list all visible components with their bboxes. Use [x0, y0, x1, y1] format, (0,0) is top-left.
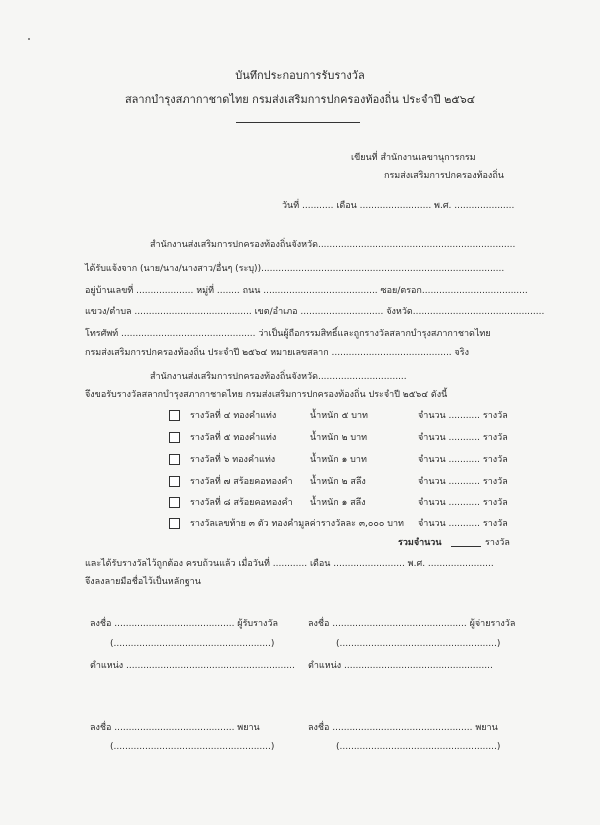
received-date-line[interactable]: และได้รับรางวัลไว้ถูกต้อง ครบถ้วนแล้ว เมื่อวันที่ ............ เดือน ......................... พ.ศ. .......................	[85, 559, 494, 569]
prize-checkbox[interactable]	[169, 476, 180, 487]
payer-name-paren[interactable]: (.......................................................)	[336, 639, 501, 649]
prize-name: รางวัลที่ ๕ ทองคำแท่ง	[190, 433, 277, 443]
province-office-line[interactable]: สำนักงานส่งเสริมการปกครองท้องถิ่นจังหวัด.....................................................................	[150, 240, 516, 250]
prize-quantity[interactable]: จำนวน ........... รางวัล	[418, 433, 508, 443]
prize-checkbox[interactable]	[169, 518, 180, 529]
prize-name: รางวัลที่ ๔ ทองคำแท่ง	[190, 411, 277, 421]
prize-detail: น้ำหนัก ๒ สลึง	[310, 477, 366, 487]
prize-name: รางวัลเลขท้าย ๓ ตัว ทองคำมูลค่ารางวัลละ ๓,๐๐๐ บาท	[190, 519, 404, 529]
form-title: บันทึกประกอบการรับรางวัล	[235, 69, 365, 82]
prize-quantity[interactable]: จำนวน ........... รางวัล	[418, 477, 508, 487]
request-prize-line: จึงขอรับรางวัลสลากบำรุงสภากาชาดไทย กรมส่งเสริมการปกครองท้องถิ่น ประจำปี ๒๕๖๔ ดังนี้	[85, 390, 448, 400]
written-at-line2: กรมส่งเสริมการปกครองท้องถิ่น	[384, 171, 504, 181]
prize-quantity[interactable]: จำนวน ........... รางวัล	[418, 411, 508, 421]
address-line[interactable]: อยู่บ้านเลขที่ .................... หมู่ที่ ........ ถนน ........................................ ซอย/ตรอก.....................................	[85, 286, 528, 296]
sign-as-evidence-line: จึงลงลายมือชื่อไว้เป็นหลักฐาน	[85, 577, 201, 587]
receiver-signature[interactable]: ลงชื่อ .......................................... ผู้รับรางวัล	[90, 619, 278, 629]
prize-checkbox[interactable]	[169, 497, 180, 508]
scan-speck	[28, 38, 30, 40]
witness-name-paren-right[interactable]: (.......................................................)	[336, 742, 501, 752]
prize-name: รางวัลที่ ๖ ทองคำแท่ง	[190, 455, 276, 465]
prize-quantity[interactable]: จำนวน ........... รางวัล	[418, 519, 508, 529]
lottery-number-line[interactable]: กรมส่งเสริมการปกครองท้องถิ่น ประจำปี ๒๕๖๔ หมายเลขสลาก .......................................... จริง	[85, 348, 470, 358]
prize-name: รางวัลที่ ๗ สร้อยคอทองคำ	[190, 477, 293, 487]
receiver-name-paren[interactable]: (.......................................................)	[110, 639, 275, 649]
prize-checkbox[interactable]	[169, 454, 180, 465]
province-office-line-2[interactable]: สำนักงานส่งเสริมการปกครองท้องถิ่นจังหวัด...............................	[150, 372, 407, 382]
total-label: รวมจำนวน	[398, 538, 442, 548]
prize-quantity[interactable]: จำนวน ........... รางวัล	[418, 498, 508, 508]
prize-checkbox[interactable]	[169, 410, 180, 421]
total-blank[interactable]	[451, 546, 481, 547]
title-divider	[236, 122, 360, 123]
total-unit: รางวัล	[485, 538, 510, 548]
witness-signature-left[interactable]: ลงชื่อ .......................................... พยาน	[90, 723, 260, 733]
receiver-position[interactable]: ตำแหน่ง ...........................................................	[90, 661, 295, 671]
payer-signature[interactable]: ลงชื่อ ............................................... ผู้จ่ายรางวัล	[308, 619, 516, 629]
prize-quantity[interactable]: จำนวน ........... รางวัล	[418, 455, 508, 465]
form-subtitle: สลากบำรุงสภากาชาดไทย กรมส่งเสริมการปกครองท้องถิ่น ประจำปี ๒๕๖๔	[124, 93, 476, 106]
district-line[interactable]: แขวง/ตำบล ......................................... เขต/อำเภอ ............................. จังหวัด..............................................	[85, 307, 545, 317]
notified-by-line[interactable]: ได้รับแจ้งจาก (นาย/นาง/นางสาว/อื่นๆ (ระบุ)).....................................................................................	[85, 264, 505, 274]
written-at-line1: เขียนที่ สำนักงานเลขานุการกรม	[351, 153, 476, 163]
witness-signature-right[interactable]: ลงชื่อ ................................................. พยาน	[308, 723, 498, 733]
phone-line[interactable]: โทรศัพท์ ............................................... ว่าเป็นผู้ถือกรรมสิทธิ์และถูกรางวัลสลากบำรุงสภากาชาดไทย	[85, 329, 491, 339]
prize-detail: น้ำหนัก ๑ บาท	[310, 455, 367, 465]
witness-name-paren-left[interactable]: (.......................................................)	[110, 742, 275, 752]
date-line: วันที่ ........... เดือน ......................... พ.ศ. .....................	[282, 201, 515, 211]
prize-detail: น้ำหนัก ๕ บาท	[310, 411, 368, 421]
prize-detail: น้ำหนัก ๒ บาท	[310, 433, 368, 443]
prize-checkbox[interactable]	[169, 432, 180, 443]
prize-name: รางวัลที่ ๘ สร้อยคอทองคำ	[190, 498, 293, 508]
payer-position[interactable]: ตำแหน่ง ....................................................	[308, 661, 493, 671]
prize-detail: น้ำหนัก ๑ สลึง	[310, 498, 366, 508]
